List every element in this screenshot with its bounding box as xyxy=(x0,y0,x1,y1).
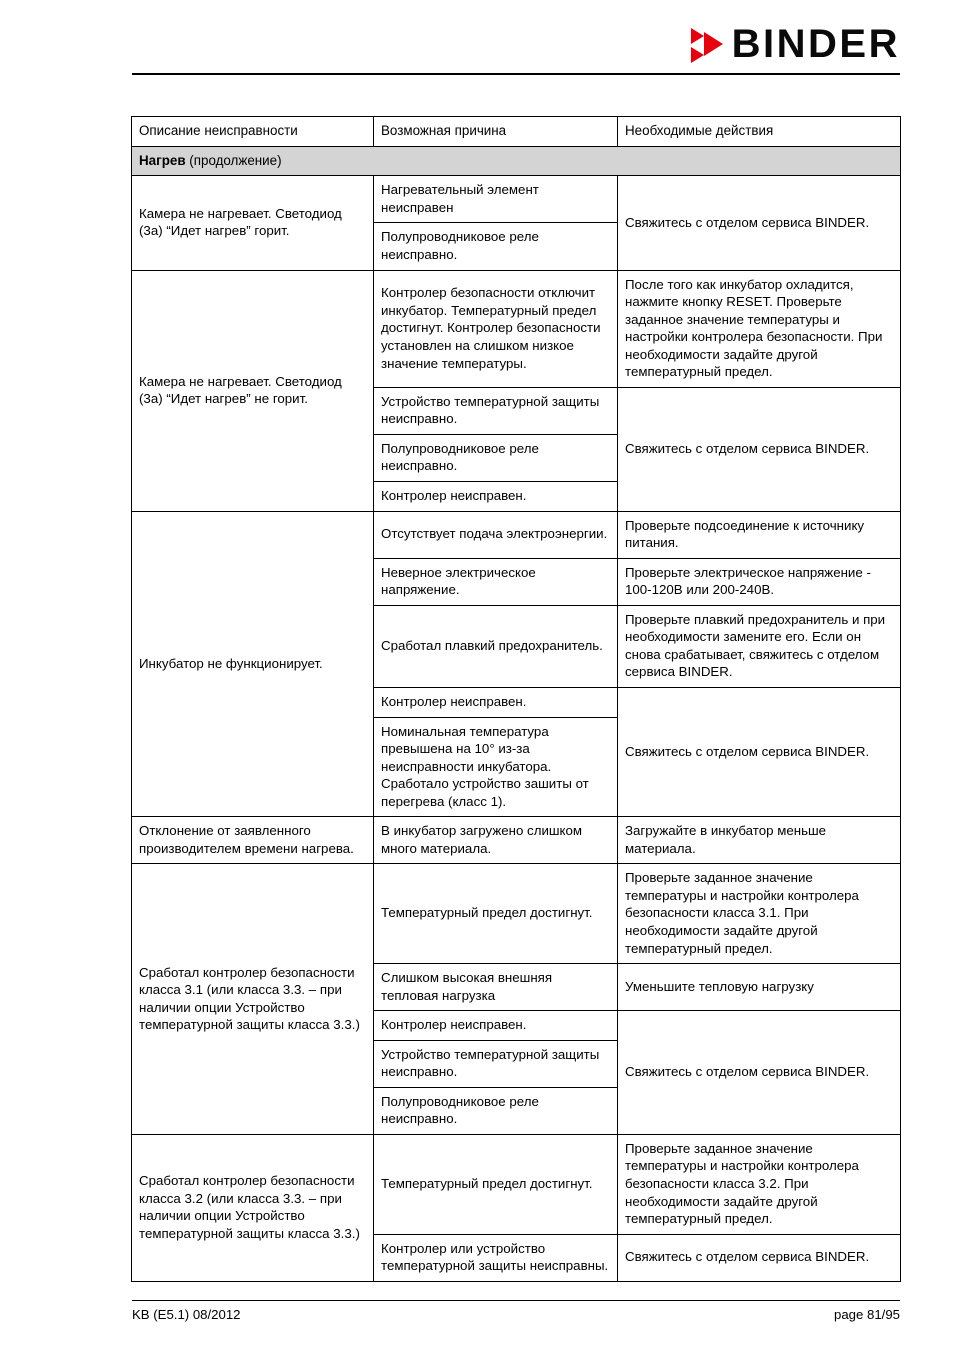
table-body xyxy=(132,146,901,1281)
action-cell: Проверьте заданное значение температуры и настройки контролера безопасности класса 3.2. При необходимости задайте другой температурный предел. xyxy=(618,1134,901,1234)
column-header-cause: Возможная причина xyxy=(374,117,618,147)
brand-name: BINDER xyxy=(731,22,900,66)
problem-cell: Камера не нагревает. Светодиод (3а) “Идет нагрев” не горит. xyxy=(132,270,374,511)
section-heading-label: Нагрев xyxy=(139,152,186,168)
action-cell: Проверьте подсоединение к источнику питания. xyxy=(618,511,901,558)
cause-cell: Контролер неисправен. xyxy=(374,1011,618,1041)
cause-cell: Нагревательный элемент неисправен xyxy=(374,176,618,223)
action-cell: После того как инкубатор охладится, нажмите кнопку RESET. Проверьте заданное значение температуры и настройки контролера безопасности. При необходимости задайте другой температурный предел. xyxy=(618,270,901,387)
action-cell: Уменьшите тепловую нагрузку xyxy=(618,964,901,1011)
table-row xyxy=(132,270,901,387)
action-cell: Проверьте электрическое напряжение - 100-120В или 200-240В. xyxy=(618,558,901,605)
cause-cell: В инкубатор загружено слишком много материала. xyxy=(374,817,618,864)
cause-cell: Контролер или устройство температурной защиты неисправны. xyxy=(374,1234,618,1281)
action-cell: Свяжитесь с отделом сервиса BINDER. xyxy=(618,387,901,511)
action-cell: Проверьте заданное значение температуры и настройки контролера безопасности класса 3.1. При необходимости задайте другой температурный предел. xyxy=(618,864,901,964)
column-header-action: Необходимые действия xyxy=(618,117,901,147)
footer-divider xyxy=(132,1300,900,1301)
cause-cell: Полупроводниковое реле неисправно. xyxy=(374,223,618,270)
cause-cell: Устройство температурной защиты неисправно. xyxy=(374,1040,618,1087)
triangle-right-icon xyxy=(704,32,723,56)
footer-row xyxy=(132,1307,900,1322)
troubleshooting-table-wrap xyxy=(131,116,900,1282)
action-cell: Проверьте плавкий предохранитель и при необходимости замените его. Если он снова срабатывает, свяжитесь с отделом сервиса BINDER. xyxy=(618,605,901,687)
page-header xyxy=(0,0,954,80)
triangle-bottom-icon xyxy=(691,47,704,63)
action-cell: Свяжитесь с отделом сервиса BINDER. xyxy=(618,1234,901,1281)
table-header-row xyxy=(132,117,901,147)
table-row xyxy=(132,864,901,964)
table-row xyxy=(132,511,901,558)
cause-cell: Температурный предел достигнут. xyxy=(374,864,618,964)
cause-cell: Устройство температурной защиты неисправно. xyxy=(374,387,618,434)
cause-cell: Полупроводниковое реле неисправно. xyxy=(374,434,618,481)
cause-cell: Температурный предел достигнут. xyxy=(374,1134,618,1234)
cause-cell: Контролер безопасности отключит инкубатор. Температурный предел достигнут. Контролер безопасности установлен на слишком низкое значение температуры. xyxy=(374,270,618,387)
problem-cell: Отклонение от заявленного производителем времени нагрева. xyxy=(132,817,374,864)
action-cell: Свяжитесь с отделом сервиса BINDER. xyxy=(618,687,901,816)
header-divider xyxy=(132,73,900,75)
table-row xyxy=(132,1134,901,1234)
table-row xyxy=(132,817,901,864)
table-header xyxy=(132,117,901,147)
section-heading-suffix: (продолжение) xyxy=(185,152,282,168)
page-footer xyxy=(132,1300,900,1322)
problem-cell: Инкубатор не функционирует. xyxy=(132,511,374,817)
problem-cell: Сработал контролер безопасности класса 3.1 (или класса 3.3. – при наличии опции Устройство температурной защиты класса 3.3.) xyxy=(132,864,374,1135)
action-cell: Загружайте в инкубатор меньше материала. xyxy=(618,817,901,864)
triangle-top-icon xyxy=(691,28,704,44)
table-row xyxy=(132,176,901,223)
cause-cell: Полупроводниковое реле неисправно. xyxy=(374,1087,618,1134)
troubleshooting-table xyxy=(131,116,901,1282)
cause-cell: Неверное электрическое напряжение. xyxy=(374,558,618,605)
page-number: page 81/95 xyxy=(833,1307,900,1322)
problem-cell: Камера не нагревает. Светодиод (3а) “Идет нагрев” горит. xyxy=(132,176,374,270)
cause-cell: Контролер неисправен. xyxy=(374,482,618,512)
cause-cell: Номинальная температура превышена на 10° из-за неисправности инкубатора. Сработало устройство зашиты от перегрева (класс 1). xyxy=(374,717,618,817)
cause-cell: Сработал плавкий предохранитель. xyxy=(374,605,618,687)
cause-cell: Контролер неисправен. xyxy=(374,687,618,717)
column-header-problem: Описание неисправности xyxy=(132,117,374,147)
action-cell: Свяжитесь с отделом сервиса BINDER. xyxy=(618,176,901,270)
section-heading-row xyxy=(132,146,901,176)
binder-logo xyxy=(691,22,900,66)
section-heading-cell xyxy=(132,146,901,176)
cause-cell: Слишком высокая внешняя тепловая нагрузка xyxy=(374,964,618,1011)
binder-triangles-logo-icon xyxy=(691,25,725,63)
problem-cell: Сработал контролер безопасности класса 3.2 (или класса 3.3. – при наличии опции Устройство температурной защиты класса 3.3.) xyxy=(132,1134,374,1281)
document-code: KB (E5.1) 08/2012 xyxy=(132,1307,241,1322)
cause-cell: Отсутствует подача электроэнергии. xyxy=(374,511,618,558)
action-cell: Свяжитесь с отделом сервиса BINDER. xyxy=(618,1011,901,1135)
